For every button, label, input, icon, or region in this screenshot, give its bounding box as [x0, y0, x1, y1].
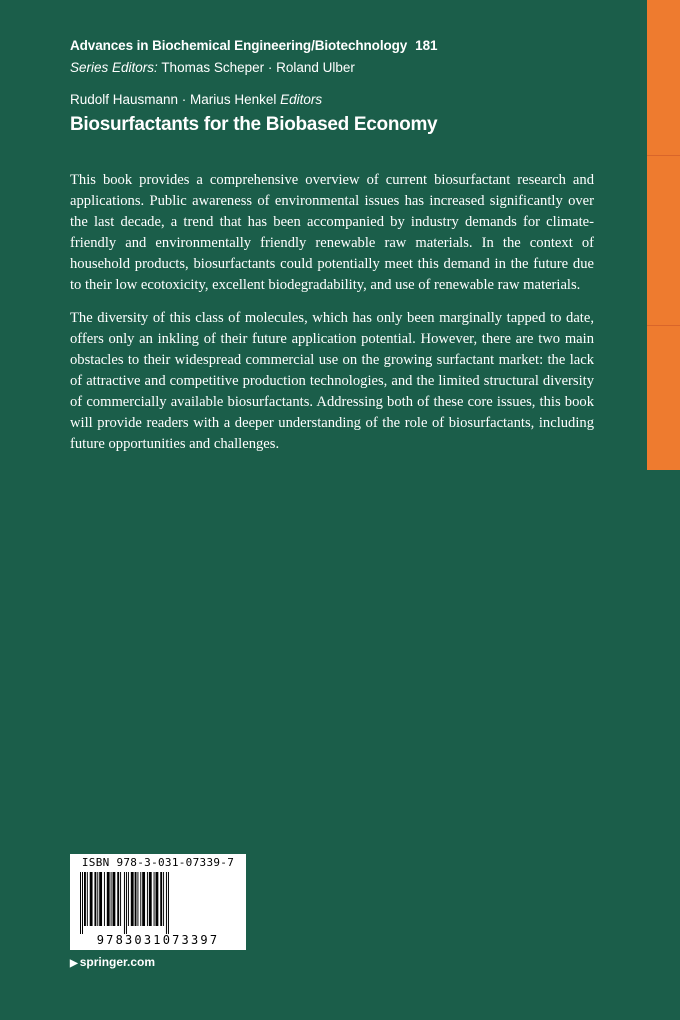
barcode-bar [166, 872, 167, 934]
barcode-bar [113, 872, 116, 926]
barcode-bar [154, 872, 155, 926]
band-divider [647, 155, 680, 156]
book-editors [70, 92, 322, 107]
barcode-bar [140, 872, 141, 926]
blurb-paragraph-2: The diversity of this class of molecules, which has only been marginally tapped to date, offers only an inkling of their future application potential. However, there are two main obstacles to their widespread commercial use on the growing surfactant market: the lack of attractive and competitive production technologies, and the limited structural diversity of commercially available biosurfactants. Addressing both of these core issues, this book will provide readers with a deeper understanding of the role of biosurfactants, including future opportunities and challenges. [70, 310, 594, 452]
barcode-bar [156, 872, 159, 926]
band-divider [647, 325, 680, 326]
barcode-bar [104, 872, 105, 926]
barcode-bar [124, 872, 125, 934]
barcode-bar [131, 872, 134, 926]
barcode-bar [137, 872, 138, 926]
barcode-bar [126, 872, 127, 934]
orange-accent-band [647, 0, 680, 470]
arrow-right-icon: ▶ [70, 958, 78, 969]
barcode-bar [147, 872, 148, 926]
book-title: Biosurfactants for the Biobased Economy [70, 114, 438, 135]
barcode-bar [99, 872, 102, 926]
barcode-bar [168, 872, 169, 934]
barcode-digits: 9783031073397 [96, 933, 220, 947]
barcode-bar [107, 872, 110, 926]
publisher-link[interactable] [70, 955, 155, 969]
barcode-bar [120, 872, 121, 926]
barcode-bar [135, 872, 137, 926]
barcode-bar [94, 872, 96, 926]
barcode-bar [128, 872, 129, 926]
barcode-bar [80, 872, 81, 934]
barcode-bar [84, 872, 86, 926]
book-editors-names: Rudolf Hausmann · Marius Henkel [70, 92, 277, 107]
series-editors-label: Series Editors: [70, 60, 158, 75]
series-editors-names: Thomas Scheper · Roland Ulber [161, 60, 355, 75]
barcode-bar [97, 872, 98, 926]
barcode-bar [111, 872, 112, 926]
book-editors-label: Editors [280, 92, 323, 107]
isbn-label: ISBN 978-3-031-07339-7 [81, 856, 235, 869]
barcode [70, 854, 246, 950]
series-editors [70, 60, 355, 75]
series-name: Advances in Biochemical Engineering/Biotechnology [70, 38, 408, 53]
series-number: 181 [415, 38, 438, 53]
blurb-paragraph-1: This book provides a comprehensive overview of current biosurfactant research and applications. Public awareness of environmental issues has increased significantly over the last decade, a trend that has been accompanied by industry demands for climate-friendly and environmentally friendly renewable raw materials. In the context of household products, biosurfactants could potentially meet this demand in the future due to their low ecotoxicity, excellent biodegradability, and use of renewable raw materials. [70, 172, 594, 293]
barcode-bar [87, 872, 88, 926]
barcode-bar [163, 872, 164, 926]
series-title [70, 38, 437, 53]
barcode-bars [78, 872, 238, 934]
barcode-bar [142, 872, 145, 926]
barcode-bar [90, 872, 93, 926]
barcode-bar [82, 872, 83, 934]
blurb [70, 170, 594, 467]
barcode-bar [160, 872, 162, 926]
barcode-bar [149, 872, 152, 926]
publisher-url: springer.com [79, 955, 156, 969]
barcode-bar [117, 872, 119, 926]
